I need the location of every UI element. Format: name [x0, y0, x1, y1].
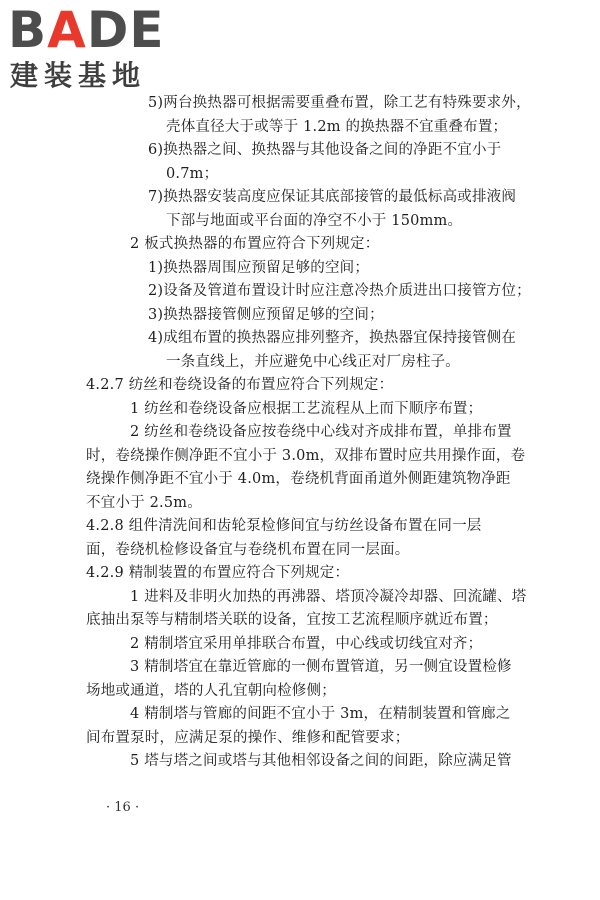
text-line: 2 精制塔宜采用单排联合布置，中心线或切线宜对齐； [130, 635, 483, 652]
document-body [86, 92, 546, 774]
text-line: 1 进料及非明火加热的再沸器、塔顶冷凝冷却器、回流罐、塔 [130, 588, 527, 605]
text-line: 间布置泵时，应满足泵的操作、维修和配管要求； [86, 729, 410, 746]
text-line: 1 纺丝和卷绕设备应根据工艺流程从上而下顺序布置； [130, 400, 483, 417]
text-line: 2 纺丝和卷绕设备应按卷绕中心线对齐成排布置，单排布置 [130, 424, 512, 440]
text-line: 底抽出泵等与精制塔关联的设备，宜按工艺流程顺序就近布置； [86, 612, 498, 628]
text-line: 3)换热器接管侧应预留足够的空间； [148, 306, 384, 323]
text-line: 一条直线上，并应避免中心线正对厂房柱子。 [166, 353, 460, 370]
text-line: 壳体直径大于或等于 1.2m 的换热器不宜重叠布置； [166, 118, 508, 135]
text-line: 4.2.9 精制装置的布置应符合下列规定： [86, 565, 350, 581]
text-line: 7)换热器安装高度应保证其底部接管的最低标高或排液阀 [148, 189, 517, 205]
text-line: 4 精制塔与管廊的间距不宜小于 3m，在精制装置和管廊之 [130, 706, 511, 722]
text-line: 4.2.8 组件清洗间和齿轮泵检修间宜与纺丝设备布置在同一层 [86, 518, 482, 534]
text-line: 4)成组布置的换热器应排列整齐，换热器宜保持接管侧在 [148, 330, 517, 346]
text-line: 不宜小于 2.5m。 [86, 494, 202, 511]
text-line: 5)两台换热器可根据需要重叠布置，除工艺有特殊要求外， [148, 95, 531, 111]
logo-wordmark [8, 1, 165, 59]
text-line: 4.2.7 纺丝和卷绕设备的布置应符合下列规定： [86, 377, 394, 393]
page-number: · 16 · [106, 800, 140, 815]
text-line: 绕操作侧净距不宜小于 4.0m，卷绕机背面甬道外侧距建筑物净距 [86, 471, 511, 487]
logo-letter-b: B [8, 1, 48, 59]
text-line: 0.7m； [166, 165, 219, 182]
text-line: 1)换热器周围应预留足够的空间； [148, 259, 370, 276]
text-line: 场地或通道，塔的人孔宜朝向检修侧； [86, 682, 336, 699]
text-line: 6)换热器之间、换热器与其他设备之间的净距不宜小于 [148, 142, 502, 158]
text-line: 面，卷绕机检修设备宜与卷绕机布置在同一层面。 [86, 541, 410, 558]
logo-letter-a: A [47, 1, 87, 59]
text-line: 3 精制塔宜在靠近管廊的一侧布置管道，另一侧宜设置检修 [130, 659, 512, 675]
logo-subtitle: 建装基地 [10, 59, 147, 92]
text-line: 下部与地面或平台面的净空不小于 150mm。 [166, 212, 463, 229]
logo-letters-de: DE [86, 1, 165, 59]
text-line: 时，卷绕操作侧净距不宜小于 3.0m，双排布置时应共用操作面，卷 [86, 447, 526, 464]
text-line: 2)设备及管道布置设计时应注意冷热介质进出口接管方位； [148, 283, 531, 299]
bade-logo [8, 1, 178, 96]
text-line: 2 板式换热器的布置应符合下列规定： [130, 236, 380, 252]
text-line: 5 塔与塔之间或塔与其他相邻设备之间的间距，除应满足管 [130, 753, 512, 769]
